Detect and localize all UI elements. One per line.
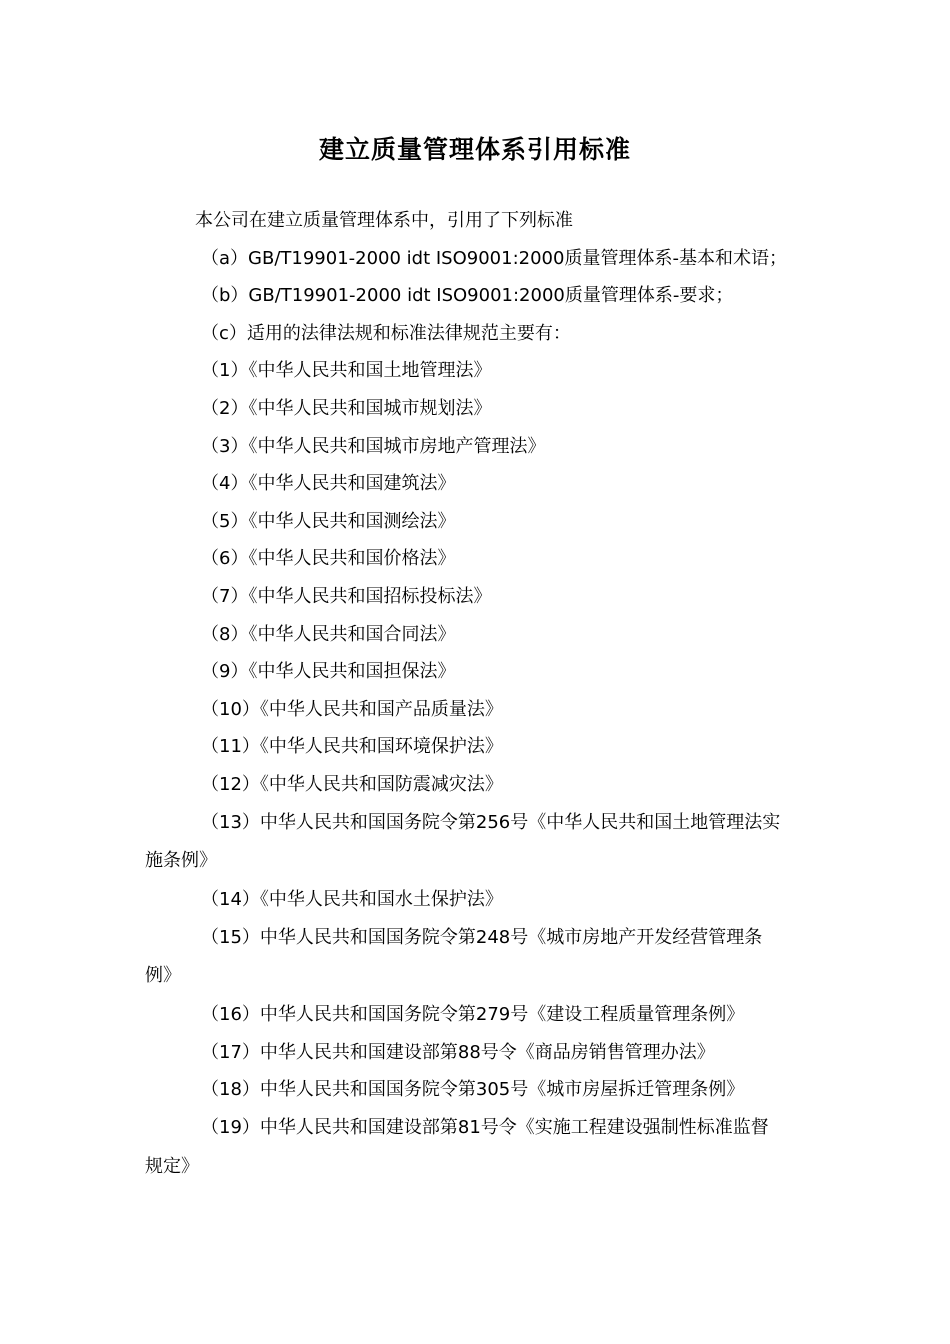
law-item-10: （10）《中华人民共和国产品质量法》 [201, 698, 503, 720]
page-title: 建立质量管理体系引用标准 [318, 135, 631, 164]
law-item-19-line1: （19）中华人民共和国建设部第81号令《实施工程建设强制性标准监督 [201, 1117, 769, 1139]
law-item-18: （18）中华人民共和国国务院令第305号《城市房屋拆迁管理条例》 [201, 1079, 745, 1101]
standard-item-a: （a）GB/T19901-2000 idt ISO9001:2000质量管理体系-基本和术语； [201, 247, 787, 269]
law-item-14: （14）《中华人民共和国水土保护法》 [201, 889, 503, 911]
standard-item-c: （c）适用的法律法规和标准法律规范主要有： [201, 322, 571, 344]
law-item-13-line2: 施条例》 [145, 850, 217, 872]
law-item-12: （12）《中华人民共和国防震减灾法》 [201, 773, 503, 795]
law-item-3: （3）《中华人民共和国城市房地产管理法》 [201, 435, 546, 457]
law-item-15-line1: （15）中华人民共和国国务院令第248号《城市房地产开发经营管理条 [201, 926, 763, 948]
document-body [145, 202, 809, 1187]
law-item-15-line2: 例》 [145, 965, 181, 987]
law-item-9: （9）《中华人民共和国担保法》 [201, 661, 456, 683]
law-item-6: （6）《中华人民共和国价格法》 [201, 548, 456, 570]
law-item-19-line2: 规定》 [145, 1155, 199, 1177]
law-item-1: （1）《中华人民共和国土地管理法》 [201, 360, 492, 382]
law-item-8: （8）《中华人民共和国合同法》 [201, 623, 456, 645]
law-item-5: （5）《中华人民共和国测绘法》 [201, 510, 456, 532]
law-item-16: （16）中华人民共和国国务院令第279号《建设工程质量管理条例》 [201, 1004, 745, 1026]
law-item-4: （4）《中华人民共和国建筑法》 [201, 473, 456, 495]
standard-item-b: （b）GB/T19901-2000 idt ISO9001:2000质量管理体系-要求； [201, 285, 734, 307]
law-item-17: （17）中华人民共和国建设部第88号令《商品房销售管理办法》 [201, 1041, 715, 1063]
law-item-7: （7）《中华人民共和国招标投标法》 [201, 585, 492, 607]
law-item-2: （2）《中华人民共和国城市规划法》 [201, 397, 492, 419]
law-item-13-line1: （13）中华人民共和国国务院令第256号《中华人民共和国土地管理法实 [201, 811, 781, 833]
law-item-11: （11）《中华人民共和国环境保护法》 [201, 736, 503, 758]
intro-paragraph: 本公司在建立质量管理体系中，引用了下列标准 [195, 210, 573, 231]
